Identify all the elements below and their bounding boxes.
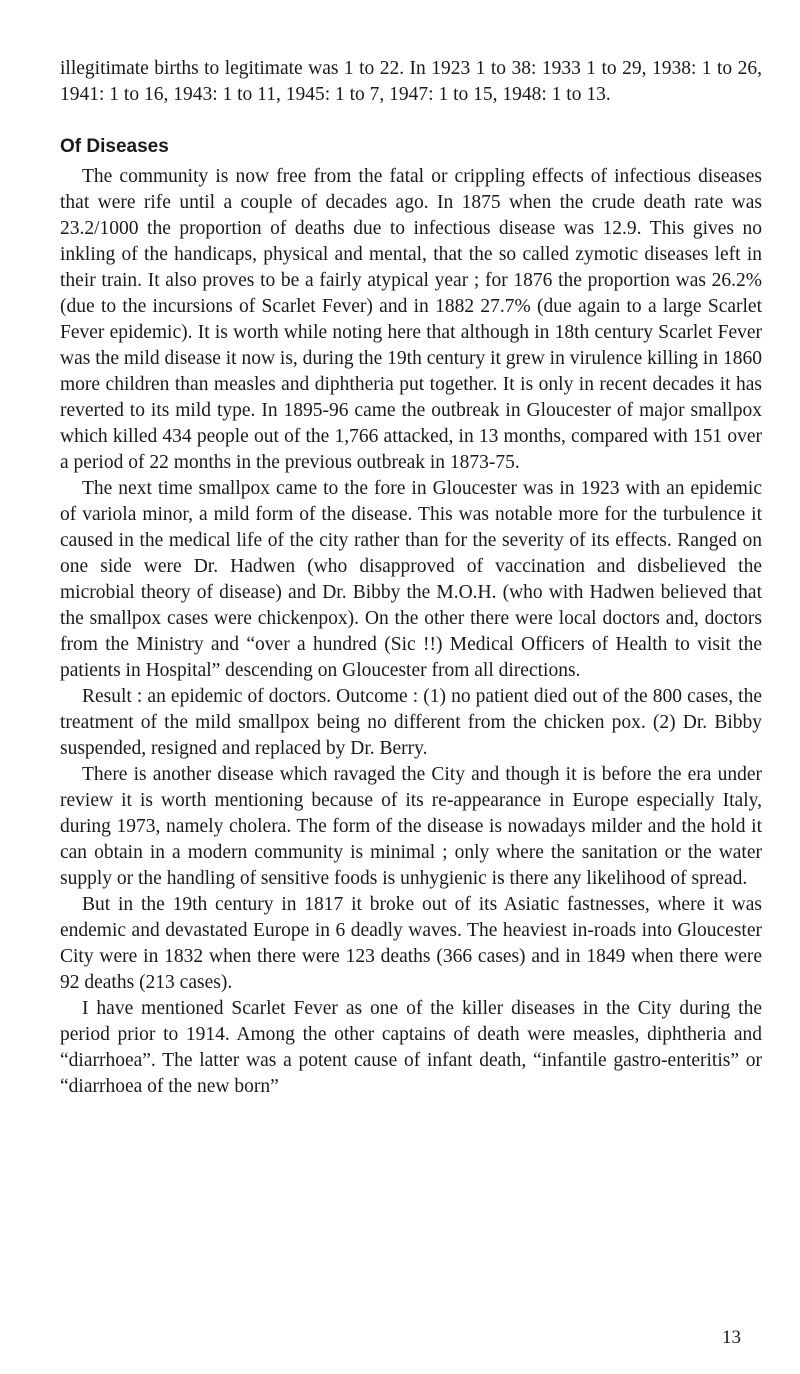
paragraph-2: The next time smallpox came to the fore in Gloucester was in 1923 with an epidemic of variola minor, a mild form of the disease. This was notable more for the turbulence it caused in the medical life of the city rather than for the severity of its effects. Ranged on one side were Dr. Hadwen (who disapproved of vaccination and disbelieved the microbial theory of disease) and Dr. Bibby the M.O.H. (who with Hadwen believed that the smallpox cases were chickenpox). On the other there were local doctors and, doctors from the Ministry and “over a hundred (Sic !!) Medical Officers of Health to visit the patients in Hospital” descending on Gloucester from all directions. (60, 478, 762, 681)
paragraph-1: The community is now free from the fatal or crippling effects of infectious diseases that were rife until a couple of decades ago. In 1875 when the crude death rate was 23.2/1000 the proportion of deaths due to infectious disease was 12.9. This gives no inkling of the handicaps, physical and mental, that the so called zymotic diseases left in their train. It also proves to be a fairly atypical year ; for 1876 the proportion was 26.2% (due to the incursions of Scarlet Fever) and in 1882 27.7% (due again to a large Scarlet Fever epidemic). It is worth while noting here that although in 18th century Scarlet Fever was the mild disease it now is, during the 19th century it grew in virulence killing in 1860 more children than measles and diphtheria put together. It is only in recent decades it has reverted to its mild type. In 1895-96 came the outbreak in Gloucester of major smallpox which killed 434 people out of the 1,766 attacked, in 13 months, compared with 151 over a period of 22 months in the previous outbreak in 1873-75. (60, 166, 762, 473)
paragraph-4: There is another disease which ravaged the City and though it is before the era under review it is worth mentioning because of its re-appearance in Europe especially Italy, during 1973, namely cholera. The form of the disease is nowadays milder and the hold it can obtain in a modern community is minimal ; only where the sanitation or the water supply or the handling of sensitive foods is unhygienic is there any likelihood of spread. (60, 764, 762, 889)
section-heading: Of Diseases (60, 136, 169, 157)
page-number: 13 (722, 1327, 741, 1348)
paragraph-3: Result : an epidemic of doctors. Outcome : (1) no patient died out of the 800 cases, the treatment of the mild smallpox being no different from the chicken pox. (2) Dr. Bibby suspended, resigned and replaced by Dr. Berry. (60, 686, 762, 759)
paragraph-6: I have mentioned Scarlet Fever as one of the killer diseases in the City during the period prior to 1914. Among the other captains of death were measles, diphtheria and “diarrhoea”. The latter was a potent cause of infant death, “infantile gastro-enteritis” or “diarrhoea of the new born” (60, 998, 762, 1097)
paragraph-5: But in the 19th century in 1817 it broke out of its Asiatic fastnesses, where it was endemic and devastated Europe in 6 deadly waves. The heaviest in-roads into Gloucester City were in 1832 when there were 123 deaths (366 cases) and in 1849 when there were 92 deaths (213 cases). (60, 894, 762, 993)
intro-paragraph: illegitimate births to legitimate was 1 to 22. In 1923 1 to 38: 1933 1 to 29, 1938: 1 to 26, 1941: 1 to 16, 1943: 1 to 11, 1945: 1 to 7, 1947: 1 to 15, 1948: 1 to 13. (60, 58, 762, 105)
document-page (60, 56, 762, 1100)
